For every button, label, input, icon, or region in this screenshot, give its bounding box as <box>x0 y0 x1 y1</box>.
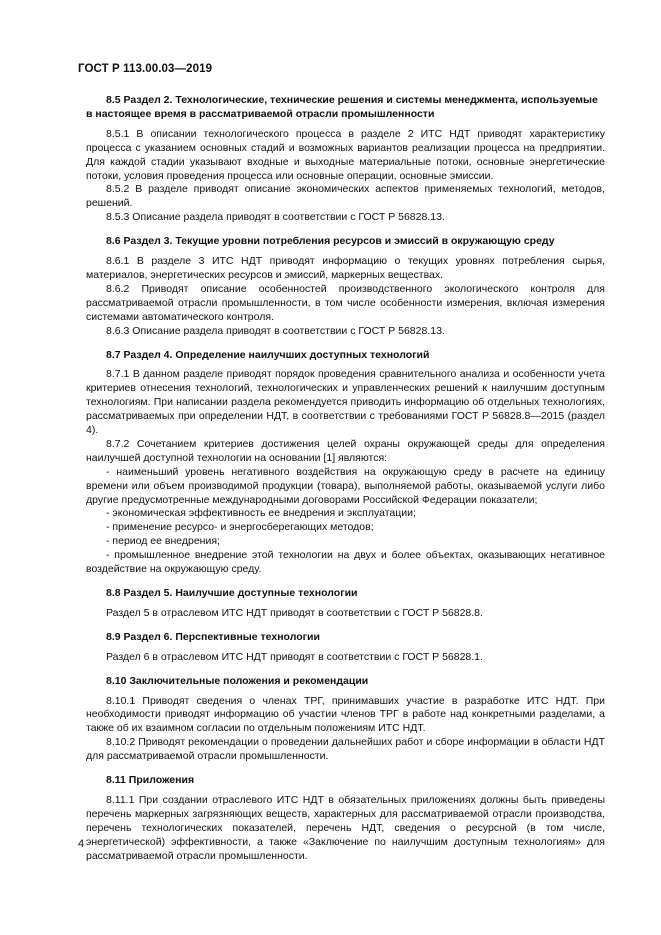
section-heading-8-5: 8.5 Раздел 2. Технологические, технические решения и системы менеджмента, используемые в настоящее время в рассматриваемой отрасли промышленности <box>86 94 598 120</box>
section-heading-8-9: 8.9 Раздел 6. Перспективные технологии <box>106 630 320 643</box>
list-item: - период ее внедрения; <box>106 535 220 548</box>
section-heading-8-8: 8.8 Раздел 5. Наилучшие доступные технологии <box>106 587 358 599</box>
paragraph-8-7-1: 8.7.1 В данном разделе приводят порядок проведения сравнительного анализа и особенности учета критериев отнесения технологий, технологических и управленческих решений к наилучшим доступным технологиям. При написании раздела рекомендуется приводить информацию об отдельных технологиях, рассматриваемых при определении НДТ, в соответствии с требованиями ГОСТ Р 56828.8—2015 (раздел 4). <box>86 368 605 437</box>
document-body <box>86 90 605 864</box>
section-heading-8-10: 8.10 Заключительные положения и рекомендации <box>106 674 369 687</box>
paragraph-8-5-1: 8.5.1 В описании технологического процесса в разделе 2 ИТС НДТ приводят характеристику процесса с указанием основных стадий и возможных вариантов реализации процесса на предприятии. Для каждой стадии указывают входные и выходные материальные потоки, основные энергетические потоки, условия проведения процесса или основные операции, основные эмиссии. <box>86 127 605 182</box>
list-item: - применение ресурсо- и энергосберегающих методов; <box>106 521 374 534</box>
list-item: - экономическая эффективность ее внедрения и эксплуатации; <box>106 507 416 520</box>
section-heading-8-6: 8.6 Раздел 3. Текущие уровни потребления ресурсов и эмиссий в окружающую среду <box>106 235 555 248</box>
paragraph-8-6-2: 8.6.2 Приводят описание особенностей производственного экологического контроля для рассматриваемой отрасли промышленности, в том числе особенности измерения, включая измерения системами автоматического контроля. <box>86 282 605 323</box>
section-heading-8-11: 8.11 Приложения <box>106 774 195 787</box>
document-header: ГОСТ Р 113.00.03—2019 <box>78 63 213 75</box>
paragraph-8-9: Раздел 6 в отраслевом ИТС НДТ приводят в соответствии с ГОСТ Р 56828.1. <box>106 650 483 663</box>
paragraph-8-10-1: 8.10.1 Приводят сведения о членах ТРГ, принимавших участие в разработке ИТС НДТ. При необходимости приводят информацию об участии членов ТРГ в работе над конкретными разделами, а также об их взаимном согласии по отдельным положениям ИТС НДТ. <box>86 694 605 735</box>
page-number: 4 <box>78 838 85 850</box>
paragraph-8-10-2: 8.10.2 Приводят рекомендации о проведении дальнейших работ и сборе информации в области НДТ для рассматриваемой отрасли промышленности. <box>86 736 605 763</box>
paragraph-8-11-1: 8.11.1 При создании отраслевого ИТС НДТ в обязательных приложениях должны быть приведены перечень маркерных загрязняющих веществ, характерных для рассматриваемой отрасли производства, перечень технологических показателей, перечень НДТ, сведения о ресурсной (в том числе, энергетической) эффективности, а также «Заключение по наилучшим доступным технологиям» для рассматриваемой отрасли промышленности. <box>86 793 605 862</box>
paragraph-8-5-3: 8.5.3 Описание раздела приводят в соответствии с ГОСТ Р 56828.13. <box>106 211 445 224</box>
paragraph-8-6-3: 8.6.3 Описание раздела приводят в соответствии с ГОСТ Р 56828.13. <box>106 324 445 337</box>
list-item: - промышленное внедрение этой технологии на двух и более объектах, оказывающих негативное воздействие на окружающую среду. <box>86 549 605 576</box>
paragraph-8-7-2: 8.7.2 Сочетанием критериев достижения целей охраны окружающей среды для определения наилучшей доступной технологии на основании [1] являются: <box>86 437 605 464</box>
paragraph-8-8: Раздел 5 в отраслевом ИТС НДТ приводят в соответствии с ГОСТ Р 56828.8. <box>106 606 483 619</box>
paragraph-8-5-2: 8.5.2 В разделе приводят описание экономических аспектов применяемых технологий, методов, решений. <box>86 183 605 210</box>
paragraph-8-6-1: 8.6.1 В разделе 3 ИТС НДТ приводят информацию о текущих уровнях потребления сырья, материалов, энергетических ресурсов и эмиссий, маркерных веществах. <box>86 255 605 281</box>
list-item: - наименьший уровень негативного воздействия на окружающую среду в расчете на единицу времени или объем производимой продукции (товара), выполняемой работы, оказываемой услуги либо другие предусмотренные международными договорами Российской Федерации показатели; <box>86 465 605 506</box>
section-heading-8-7: 8.7 Раздел 4. Определение наилучших доступных технологий <box>106 348 430 361</box>
